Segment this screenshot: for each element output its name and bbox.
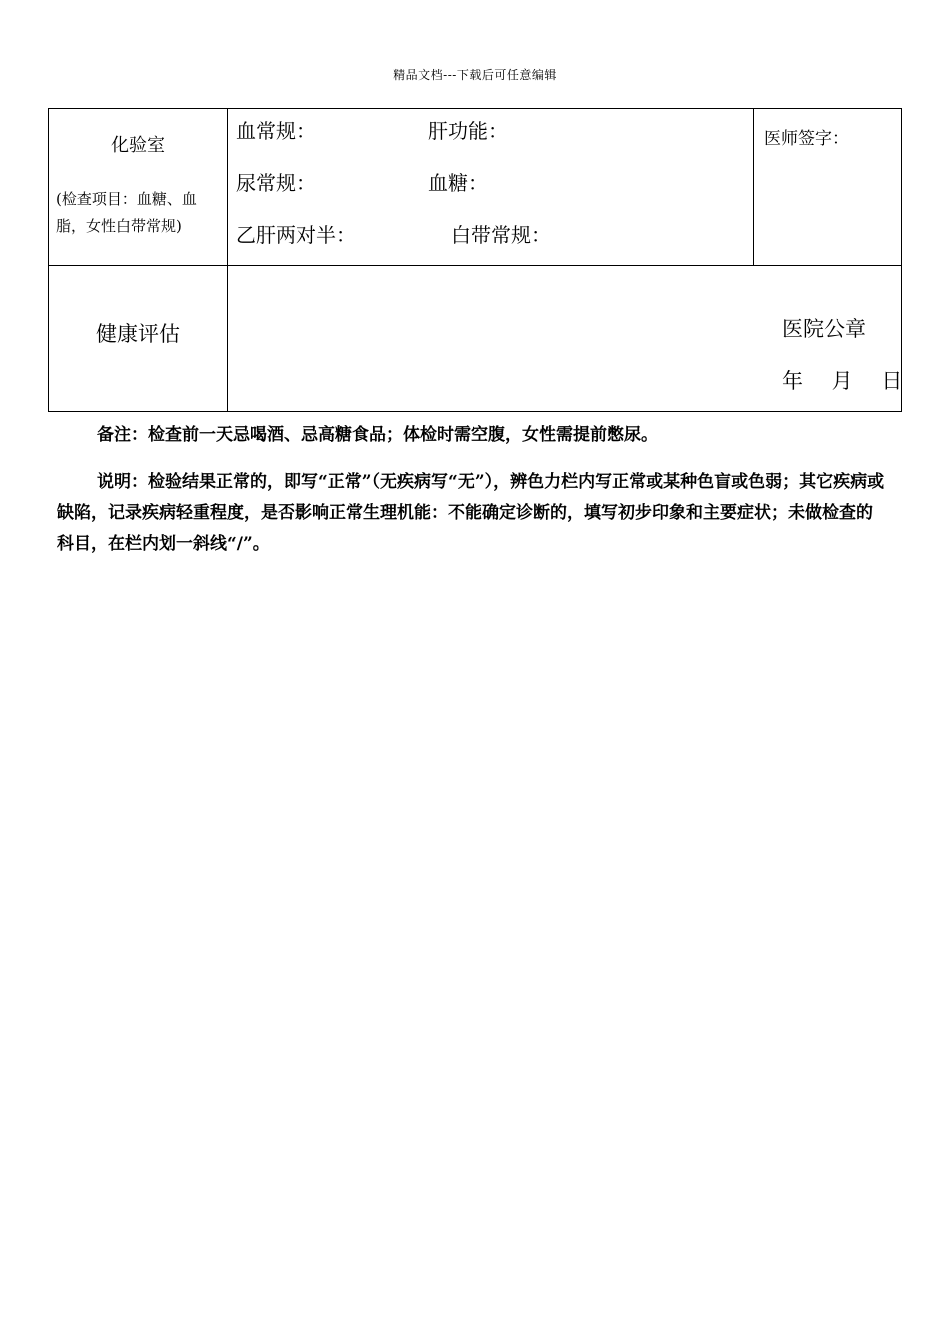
explanation-paragraph: 说明：检验结果正常的，即写“正常”（无疾病写“无”），辨色力栏内写正常或某种色盲或色弱；其它疾病或缺陷，记录疾病轻重程度，是否影响正常生理机能：不能确定诊断的，填写初步印象和主要症状；未做检查的科目，在栏内划一斜线“/”。: [57, 472, 885, 554]
hepatitis-b-field[interactable]: 乙肝两对半：: [236, 223, 356, 247]
signature-column-divider: [753, 108, 754, 266]
table-bottom-border: [48, 411, 902, 412]
blood-sugar-field[interactable]: 血糖：: [428, 171, 488, 195]
doctor-signature-field[interactable]: 医师签字：: [764, 129, 849, 149]
label-column-divider: [227, 108, 228, 412]
table-middle-border: [48, 265, 902, 266]
liver-function-field[interactable]: 肝功能：: [428, 119, 508, 143]
lab-items-note: (检查项目：血糖、血脂，女性白带常规): [56, 190, 197, 235]
leucorrhea-field[interactable]: 白带常规：: [451, 223, 551, 247]
hospital-seal-label: 医院公章: [782, 317, 866, 341]
remarks-paragraph: 备注：检查前一天忌喝酒、忌高糖食品；体检时需空腹，女性需提前憋尿。: [97, 425, 658, 445]
blood-routine-field[interactable]: 血常规：: [236, 119, 316, 143]
page-header: 精品文档---下载后可任意编辑: [393, 68, 557, 82]
date-line[interactable]: 年 月 日: [782, 369, 903, 393]
table-top-border: [48, 108, 902, 109]
lab-section-title: 化验室: [111, 135, 165, 156]
health-assessment-title: 健康评估: [96, 322, 180, 346]
urine-routine-field[interactable]: 尿常规：: [236, 171, 316, 195]
